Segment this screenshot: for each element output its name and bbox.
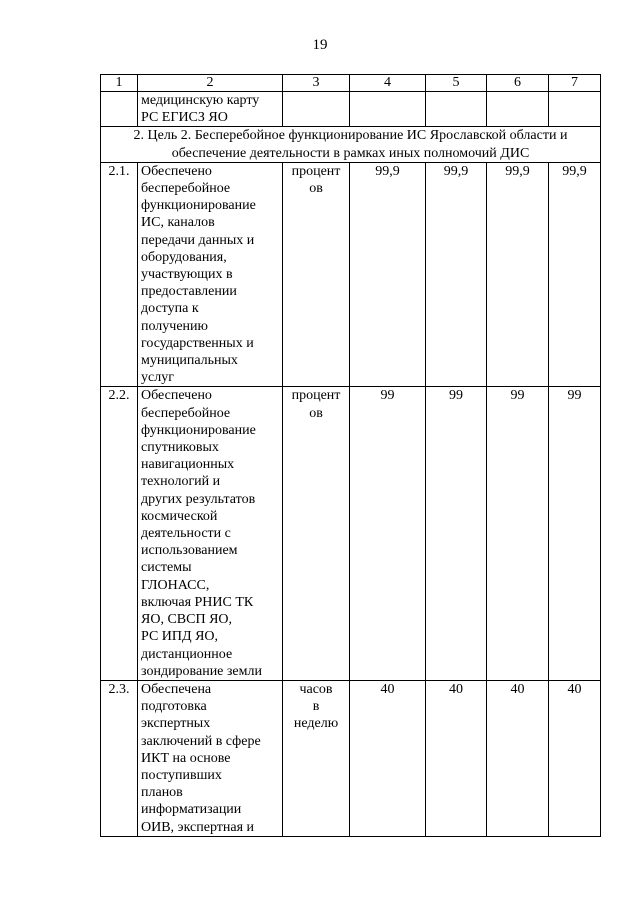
description-line: ИКТ на основе (141, 750, 231, 766)
table-row (101, 387, 601, 680)
description-line: технологий и (141, 474, 221, 490)
row-unit (283, 92, 350, 127)
unit-line: процент (291, 388, 341, 404)
value-cell-7: 40 (549, 680, 601, 836)
unit-line: в (312, 699, 320, 715)
description-line: Обеспечено (141, 388, 212, 404)
value-cell-6: 99,9 (487, 162, 549, 387)
row-description (138, 162, 283, 387)
description-line: функционирование (141, 422, 256, 438)
indicators-table (100, 74, 601, 837)
table-row-continuation (101, 92, 601, 127)
description-line: использованием (141, 543, 238, 559)
value-cell-5: 99,9 (426, 162, 487, 387)
description-line: Обеспечено (141, 163, 212, 179)
header-cell-1: 1 (101, 75, 138, 92)
description-line: РС ИПД ЯО, (141, 629, 219, 645)
description-line: навигационных (141, 457, 235, 473)
description-line: ГЛОНАСС, (141, 577, 210, 593)
description-line: РС ЕГИСЗ ЯО (141, 110, 228, 126)
description-line: государственных и (141, 335, 254, 351)
description-line: информатизации (141, 802, 242, 818)
unit-line: часов (299, 681, 333, 697)
header-cell-4: 4 (350, 75, 426, 92)
description-line: дистанционное (141, 646, 233, 662)
row-unit (283, 387, 350, 680)
description-line: участвующих в (141, 267, 233, 283)
description-line: подготовка (141, 699, 207, 715)
goal-row (101, 127, 601, 162)
value-cell-5: 99 (426, 387, 487, 680)
description-line: оборудования, (141, 249, 227, 265)
value-cell-7: 99,9 (549, 162, 601, 387)
description-line: ИС, каналов (141, 215, 215, 231)
row-number: 2.3. (101, 680, 138, 836)
table-row (101, 680, 601, 836)
row-number: 2.1. (101, 162, 138, 387)
row-number (101, 92, 138, 127)
description-line: медицинскую карту (141, 93, 260, 108)
description-line: бесперебойное (141, 405, 231, 421)
value-cell-6: 40 (487, 680, 549, 836)
description-line: муниципальных (141, 353, 238, 369)
description-line: поступивших (141, 767, 222, 783)
unit-line: ов (309, 405, 323, 421)
value-cell-5: 40 (426, 680, 487, 836)
description-line: услуг (141, 370, 174, 386)
row-description (138, 680, 283, 836)
description-line: ОИВ, экспертная и (141, 819, 255, 835)
row-description (138, 92, 283, 127)
value-cell-4: 40 (350, 680, 426, 836)
value-cell-4: 99 (350, 387, 426, 680)
row-unit (283, 680, 350, 836)
value-cell-4: 99,9 (350, 162, 426, 387)
description-line: спутниковых (141, 440, 219, 456)
row-unit (283, 162, 350, 387)
value-cell-7: 99 (549, 387, 601, 680)
description-line: Обеспечена (141, 681, 212, 697)
description-line: передачи данных и (141, 232, 255, 248)
table-row (101, 162, 601, 387)
description-line: планов (141, 785, 183, 801)
unit-line: ов (309, 181, 323, 197)
value-cell-7 (549, 92, 601, 127)
description-line: доступа к (141, 301, 199, 317)
header-cell-3: 3 (283, 75, 350, 92)
description-line: включая РНИС ТК (141, 594, 254, 610)
description-line: предоставлении (141, 284, 237, 300)
goal-line: обеспечение деятельности в рамках иных полномочий ДИС (171, 145, 530, 161)
page-number: 19 (312, 37, 328, 53)
value-cell-5 (426, 92, 487, 127)
value-cell-4 (350, 92, 426, 127)
header-cell-2: 2 (138, 75, 283, 92)
value-cell-6: 99 (487, 387, 549, 680)
header-cell-5: 5 (426, 75, 487, 92)
row-number: 2.2. (101, 387, 138, 680)
description-line: космической (141, 508, 218, 524)
description-line: зондирование земли (141, 663, 262, 679)
description-line: бесперебойное (141, 181, 231, 197)
row-description (138, 387, 283, 680)
description-line: экспертных (141, 716, 211, 732)
goal-cell (101, 127, 601, 162)
header-cell-6: 6 (487, 75, 549, 92)
description-line: системы (141, 560, 192, 576)
description-line: функционирование (141, 198, 256, 214)
description-line: деятельности с (141, 526, 231, 542)
unit-line: процент (291, 163, 341, 179)
table-header-row (101, 75, 601, 92)
header-cell-7: 7 (549, 75, 601, 92)
table-body (101, 75, 601, 837)
description-line: получению (141, 318, 208, 334)
description-line: заключений в сфере (141, 733, 261, 749)
goal-line: 2. Цель 2. Бесперебойное функционирование ИС Ярославской области и (133, 128, 568, 144)
description-line: ЯО, СВСП ЯО, (141, 612, 233, 628)
unit-line: неделю (293, 716, 339, 732)
value-cell-6 (487, 92, 549, 127)
description-line: других результатов (141, 491, 256, 507)
